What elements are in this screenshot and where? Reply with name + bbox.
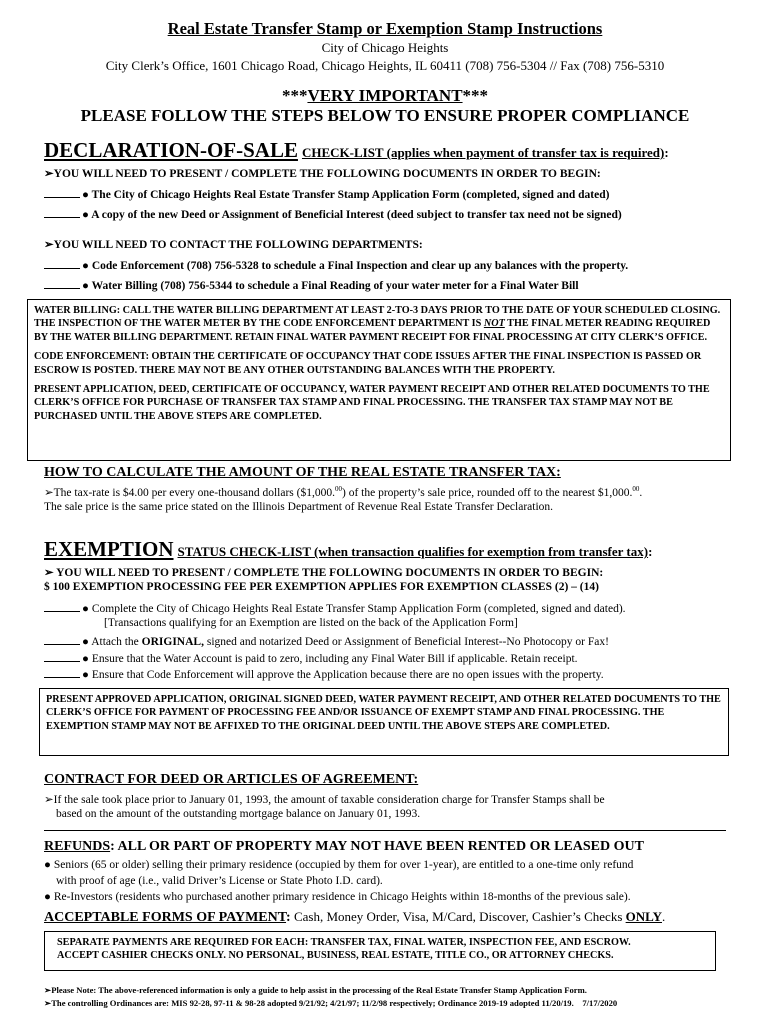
exemption-fee-line: $ 100 EXEMPTION PROCESSING FEE PER EXEMPTION APPLIES FOR EXEMPTION CLASSES (2) – (14) [44,581,599,593]
footer-ordinances: ➢The controlling Ordinances are: MIS 92-28, 97-11 & 98-28 adopted 9/21/92; 4/21/97; 11/2/98 respectively; Ordinance 2019-19 adopted 11/20/19. 7/17/2020 [44,998,618,1008]
cashier-checks-text: ACCEPT CASHIER CHECKS ONLY. NO PERSONAL, BUSINESS, REAL ESTATE, TITLE CO., OR ATTORNEY CHECKS. [57,950,614,962]
code-enforcement-text: CODE ENFORCEMENT: OBTAIN THE CERTIFICATE OF OCCUPANCY THAT CODE ISSUES AFTER THE FINAL INSPECTION IS PASSED OR ESCROW IS POSTED. THERE MAY NOT BE ANY OTHER OUTSTANDING BALANCES WITH THE PROPERTY. [34,351,702,376]
follow-steps-heading: PLEASE FOLLOW THE STEPS BELOW TO ENSURE PROPER COMPLIANCE [80,106,690,125]
separate-payments-box [44,931,716,971]
footer-note: ➢Please Note: The above-referenced information is only a guide to help assist in the processing of the Real Estate Transfer Stamp Application Form. [44,985,587,995]
exemption-present-text: PRESENT APPROVED APPLICATION, ORIGINAL SIGNED DEED, WATER PAYMENT RECEIPT, AND OTHER RELATED DOCUMENTS TO THE CLERK’S OFFICE FOR PAYMENT OF PROCESSING FEE AND/OR ISSUANCE OF EXEMPT STAMP AND FINAL PROCESSING. THE EXEMPTION STAMP MAY NOT BE AFFIXED TO THE ORIGINAL DEED UNTIL THE ABOVE STEPS ARE COMPLETED. [46,694,721,732]
water-code-present-box [27,299,731,461]
checklist-blank [44,187,80,198]
exemption-item: ● Complete the City of Chicago Heights Real Estate Transfer Stamp Application Form (completed, signed and dated). [44,601,626,615]
exemption-item: ● Attach the ORIGINAL, signed and notarized Deed or Assignment of Beneficial Interest--No Photocopy or Fax! [44,634,609,648]
declaration-doc-item: ● A copy of the new Deed or Assignment of Beneficial Interest (deed subject to transfer tax need not be signed) [44,207,622,221]
declaration-dept-item: ● Water Billing (708) 756-5344 to schedule a Final Reading of your water meter for a Final Water Bill [44,278,579,292]
declaration-dept-item: ● Code Enforcement (708) 756-5328 to schedule a Final Inspection and clear up any balances with the property. [44,258,628,272]
checklist-blank [44,651,80,662]
section-divider [44,830,726,831]
tax-rate-line: ➢The tax-rate is $4.00 per every one-thousand dollars ($1,000.00) of the property’s sale price, rounded off to the nearest $1,000.00. [44,485,643,499]
checklist-blank [44,258,80,269]
exemption-item-note: [Transactions qualifying for an Exemption are listed on the back of the Application Form] [104,617,518,629]
exemption-item: ● Ensure that Code Enforcement will approve the Application because there are no open issues with the property. [44,667,604,681]
water-billing-text: WATER BILLING: CALL THE WATER BILLING DEPARTMENT AT LEAST 2-TO-3 DAYS PRIOR TO THE DATE OF YOUR SCHEDULED CLOSING. THE INSPECTION OF THE WATER METER BY THE CODE ENFORCEMENT DEPARTMENT IS NOT THE FINAL METER READING REQUIRED BY THE WATER BILLING DEPARTMENT. RETAIN FINAL WATER PAYMENT RECEIPT FOR FINAL PROCESSING AT CITY CLERK’S OFFICE. [34,305,721,343]
refund-item: ● Seniors (65 or older) selling their primary residence (occupied by them for over 1-year), are entitled to a one-time only refund [44,859,634,871]
declaration-contact-depts: ➢YOU WILL NEED TO CONTACT THE FOLLOWING DEPARTMENTS: [44,239,423,251]
document-title: Real Estate Transfer Stamp or Exemption Stamp Instructions [167,19,603,38]
payment-line: ACCEPTABLE FORMS OF PAYMENT: Cash, Money Order, Visa, M/Card, Discover, Cashier’s Checks ONLY. [44,909,666,925]
contract-line: ➢If the sale took place prior to January 01, 1993, the amount of taxable consideration charge for Transfer Stamps shall be [44,794,605,806]
checklist-blank [44,278,80,289]
declaration-present-docs: ➢YOU WILL NEED TO PRESENT / COMPLETE THE FOLLOWING DOCUMENTS IN ORDER TO BEGIN: [44,168,601,180]
sale-price-line: The sale price is the same price stated on the Illinois Department of Revenue Real Estate Transfer Declaration. [44,501,554,513]
exemption-item: ● Ensure that the Water Account is paid to zero, including any Final Water Bill if applicable. Retain receipt. [44,651,578,665]
declaration-doc-item: ● The City of Chicago Heights Real Estate Transfer Stamp Application Form (completed, signed and dated) [44,187,609,201]
refund-item: ● Re-Investors (residents who purchased another primary residence in Chicago Heights within 18-months of the previous sale). [44,891,631,903]
very-important-heading: ***VERY IMPORTANT*** [281,86,489,105]
separate-payments-text: SEPARATE PAYMENTS ARE REQUIRED FOR EACH: TRANSFER TAX, FINAL WATER, INSPECTION FEE, AND ESCROW. [57,937,631,948]
checklist-blank [44,634,80,645]
exemption-heading: EXEMPTION STATUS CHECK-LIST (when transaction qualifies for exemption from transfer tax): [44,537,653,561]
checklist-blank [44,207,80,218]
checklist-blank [44,667,80,678]
calculate-heading: HOW TO CALCULATE THE AMOUNT OF THE REAL ESTATE TRANSFER TAX: [44,465,561,480]
refunds-heading: REFUNDS: ALL OR PART OF PROPERTY MAY NOT HAVE BEEN RENTED OR LEASED OUT [44,839,644,854]
present-application-text: PRESENT APPLICATION, DEED, CERTIFICATE OF OCCUPANCY, WATER PAYMENT RECEIPT AND OTHER RELATED DOCUMENTS TO THE CLERK’S OFFICE FOR PURCHASE OF TRANSFER TAX STAMP AND FINAL PROCESSING. THE TRANSFER TAX STAMP MAY NOT BE PURCHASED UNTIL THE ABOVE STEPS ARE COMPLETED. [34,384,710,422]
clerk-address: City Clerk’s Office, 1601 Chicago Road, Chicago Heights, IL 60411 (708) 756-5304 // Fax (708) 756-5310 [105,58,665,73]
exemption-present-docs: ➢ YOU WILL NEED TO PRESENT / COMPLETE THE FOLLOWING DOCUMENTS IN ORDER TO BEGIN: [44,567,604,579]
contract-line: based on the amount of the outstanding mortgage balance on January 01, 1993. [56,808,421,820]
declaration-heading: DECLARATION-OF-SALE CHECK-LIST (applies when payment of transfer tax is required): [44,138,669,162]
exemption-present-box [39,688,729,756]
refund-item-cont: with proof of age (i.e., valid Driver’s License or State Photo I.D. card). [56,875,383,887]
footer-date: 7/17/2020 [582,998,618,1008]
checklist-blank [44,601,80,612]
contract-heading: CONTRACT FOR DEED OR ARTICLES OF AGREEMENT: [44,772,419,787]
city-name: City of Chicago Heights [321,40,449,55]
